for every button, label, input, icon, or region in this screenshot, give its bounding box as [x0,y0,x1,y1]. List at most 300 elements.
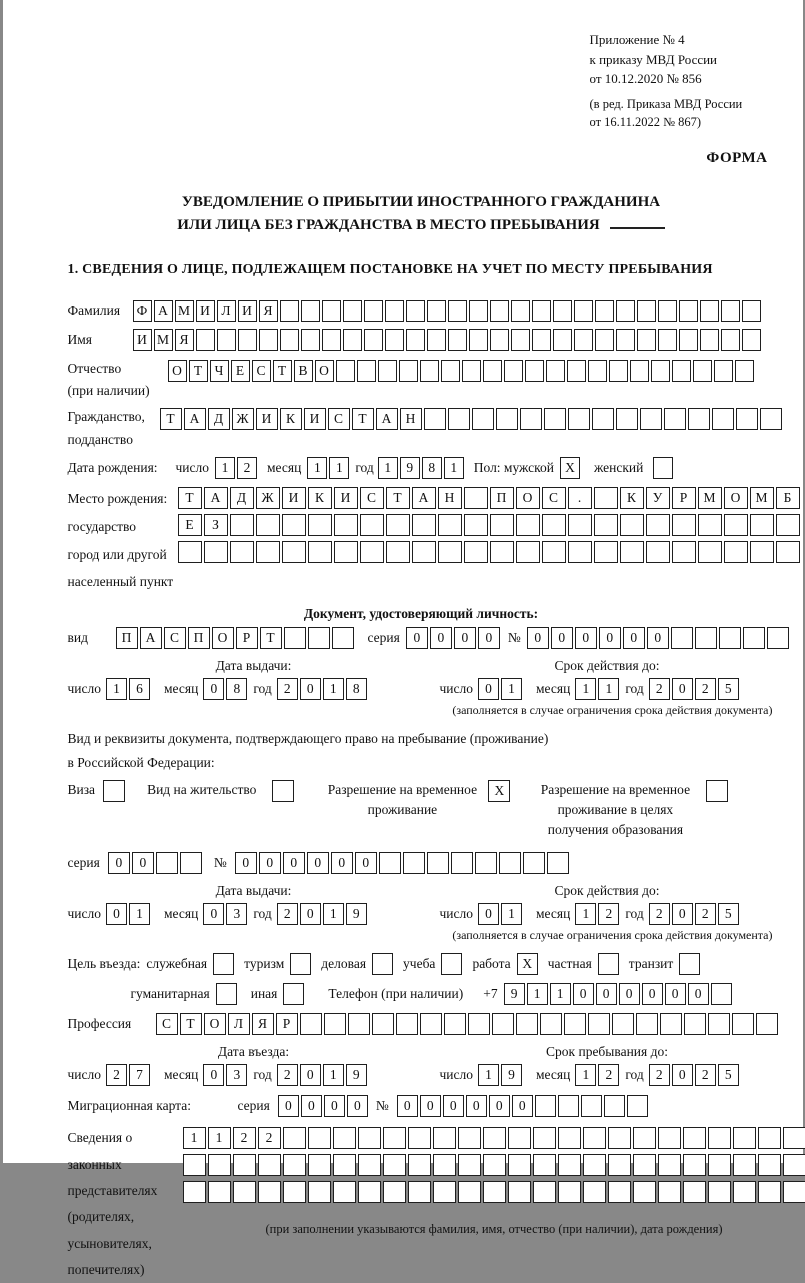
surname-cell[interactable] [616,300,635,322]
surname-cell[interactable] [595,300,614,322]
profession-cell[interactable]: С [156,1013,178,1035]
name-cell[interactable] [553,329,572,351]
profession-cell[interactable] [396,1013,418,1035]
surname-cell[interactable] [532,300,551,322]
sex-male-checkbox[interactable]: X [560,457,580,479]
mk-series-cell[interactable]: 0 [347,1095,368,1117]
birthplace-cell[interactable]: И [334,487,358,509]
birthplace-cell[interactable] [282,541,306,563]
birthplace-cell[interactable]: К [620,487,644,509]
name-cell[interactable] [490,329,509,351]
residence-permit-checkbox[interactable] [272,780,294,802]
guardians-cell[interactable] [383,1154,406,1176]
mk-number-cell[interactable]: 0 [466,1095,487,1117]
residence-number-cell[interactable] [475,852,497,874]
guardians-cell[interactable] [233,1154,256,1176]
surname-cell[interactable]: М [175,300,194,322]
surname-cell[interactable] [700,300,719,322]
doc-type-cell[interactable]: С [164,627,186,649]
patronymic-cell[interactable]: Т [189,360,208,382]
name-cell[interactable] [637,329,656,351]
doc-expiry-year-cell[interactable]: 2 [649,678,670,700]
doc-number-cell[interactable] [695,627,717,649]
doc-type-cell[interactable] [284,627,306,649]
birthplace-cell[interactable] [620,514,644,536]
entry-year-cell[interactable]: 9 [346,1064,367,1086]
name-cell[interactable] [343,329,362,351]
citizenship-cell[interactable] [448,408,470,430]
surname-cell[interactable]: Ф [133,300,152,322]
doc-type-cell[interactable]: П [116,627,138,649]
guardians-cell[interactable] [658,1154,681,1176]
name-cell[interactable] [385,329,404,351]
residence-number-cell[interactable]: 0 [259,852,281,874]
residence-issue-month-cell[interactable]: 0 [203,903,224,925]
guardians-cell[interactable]: 2 [258,1127,281,1149]
name-cell[interactable]: И [133,329,152,351]
guardians-cell[interactable] [608,1181,631,1203]
guardians-cell[interactable] [208,1181,231,1203]
birthplace-cell[interactable] [256,541,280,563]
patronymic-cell[interactable]: Ч [210,360,229,382]
mk-series-cell[interactable]: 0 [278,1095,299,1117]
residence-issue-year-cell[interactable]: 9 [346,903,367,925]
residence-number-cell[interactable] [547,852,569,874]
residence-number-cell[interactable] [403,852,425,874]
doc-type-cell[interactable]: Р [236,627,258,649]
birthplace-cell[interactable]: . [568,487,592,509]
guardians-cell[interactable] [408,1127,431,1149]
patronymic-cell[interactable] [462,360,481,382]
guardians-cell[interactable] [358,1154,381,1176]
patronymic-cell[interactable] [378,360,397,382]
doc-type-cell[interactable]: Т [260,627,282,649]
residence-number-cell[interactable]: 0 [235,852,257,874]
purpose-work-checkbox[interactable]: X [517,953,538,975]
stay-day-cell[interactable]: 9 [501,1064,522,1086]
doc-type-cell[interactable]: А [140,627,162,649]
patronymic-cell[interactable] [735,360,754,382]
surname-cell[interactable]: Я [259,300,278,322]
citizenship-cell[interactable]: И [256,408,278,430]
surname-cell[interactable] [448,300,467,322]
birthplace-cell[interactable]: З [204,514,228,536]
name-cell[interactable] [574,329,593,351]
birthplace-cell[interactable] [204,541,228,563]
name-cell[interactable] [469,329,488,351]
name-cell[interactable] [280,329,299,351]
birthplace-cell[interactable] [516,514,540,536]
surname-cell[interactable] [679,300,698,322]
birthplace-cell[interactable] [230,541,254,563]
birthplace-cell[interactable]: И [282,487,306,509]
citizenship-cell[interactable] [736,408,758,430]
birth-year-cell[interactable]: 8 [422,457,442,479]
birthplace-cell[interactable] [256,514,280,536]
birthplace-cell[interactable] [516,541,540,563]
doc-number-cell[interactable]: 0 [575,627,597,649]
doc-expiry-month-cell[interactable]: 1 [575,678,596,700]
birthplace-cell[interactable] [360,514,384,536]
birthplace-cell[interactable]: Т [178,487,202,509]
patronymic-cell[interactable] [504,360,523,382]
birthplace-cell[interactable]: Б [776,487,800,509]
birthplace-cell[interactable]: К [308,487,332,509]
citizenship-cell[interactable] [664,408,686,430]
profession-cell[interactable] [612,1013,634,1035]
mk-series-cell[interactable]: 0 [301,1095,322,1117]
guardians-cell[interactable] [683,1154,706,1176]
birthplace-cell[interactable]: Н [438,487,462,509]
patronymic-cell[interactable] [672,360,691,382]
surname-cell[interactable] [385,300,404,322]
guardians-cell[interactable] [308,1181,331,1203]
patronymic-cell[interactable] [336,360,355,382]
birthplace-cell[interactable] [334,541,358,563]
doc-expiry-year-cell[interactable]: 0 [672,678,693,700]
citizenship-cell[interactable] [712,408,734,430]
mk-number-cell[interactable]: 0 [397,1095,418,1117]
surname-cell[interactable] [637,300,656,322]
citizenship-cell[interactable] [640,408,662,430]
residence-series-cell[interactable]: 0 [108,852,130,874]
name-cell[interactable] [616,329,635,351]
citizenship-cell[interactable] [760,408,782,430]
surname-cell[interactable] [301,300,320,322]
patronymic-cell[interactable] [525,360,544,382]
guardians-cell[interactable] [258,1181,281,1203]
guardians-cell[interactable] [483,1154,506,1176]
purpose-business-checkbox[interactable] [372,953,393,975]
patronymic-cell[interactable] [399,360,418,382]
guardians-cell[interactable] [483,1181,506,1203]
name-cell[interactable] [427,329,446,351]
guardians-cell[interactable] [433,1154,456,1176]
phone-cell[interactable]: 1 [550,983,571,1005]
surname-cell[interactable]: И [196,300,215,322]
surname-cell[interactable] [511,300,530,322]
profession-cell[interactable] [420,1013,442,1035]
residence-issue-year-cell[interactable]: 0 [300,903,321,925]
guardians-cell[interactable] [783,1181,805,1203]
birthplace-cell[interactable] [568,514,592,536]
residence-number-cell[interactable]: 0 [331,852,353,874]
entry-day-cell[interactable]: 2 [106,1064,127,1086]
patronymic-cell[interactable]: О [315,360,334,382]
residence-expiry-month-cell[interactable]: 1 [575,903,596,925]
birthplace-cell[interactable] [542,514,566,536]
birthplace-cell[interactable] [464,541,488,563]
stay-year-cell[interactable]: 0 [672,1064,693,1086]
name-cell[interactable] [301,329,320,351]
profession-cell[interactable] [756,1013,778,1035]
citizenship-cell[interactable]: Ж [232,408,254,430]
name-cell[interactable] [196,329,215,351]
citizenship-cell[interactable] [544,408,566,430]
guardians-cell[interactable] [783,1154,805,1176]
birth-year-cell[interactable]: 9 [400,457,420,479]
birthplace-cell[interactable] [750,514,774,536]
birthplace-cell[interactable]: А [412,487,436,509]
guardians-cell[interactable] [333,1154,356,1176]
guardians-cell[interactable] [508,1181,531,1203]
guardians-cell[interactable] [733,1181,756,1203]
birthplace-cell[interactable] [490,514,514,536]
citizenship-cell[interactable] [592,408,614,430]
name-cell[interactable] [679,329,698,351]
surname-cell[interactable] [469,300,488,322]
doc-expiry-month-cell[interactable]: 1 [598,678,619,700]
purpose-other-checkbox[interactable] [283,983,304,1005]
guardians-cell[interactable] [508,1127,531,1149]
mk-number-cell[interactable]: 0 [489,1095,510,1117]
guardians-cell[interactable] [733,1127,756,1149]
stay-month-cell[interactable]: 1 [575,1064,596,1086]
guardians-cell[interactable] [533,1154,556,1176]
guardians-cell[interactable] [433,1181,456,1203]
patronymic-cell[interactable] [714,360,733,382]
guardians-cell[interactable] [783,1127,805,1149]
doc-number-cell[interactable]: 0 [623,627,645,649]
guardians-cell[interactable] [258,1154,281,1176]
purpose-transit-checkbox[interactable] [679,953,700,975]
mk-number-cell[interactable] [535,1095,556,1117]
guardians-cell[interactable] [608,1127,631,1149]
surname-cell[interactable] [574,300,593,322]
birthplace-cell[interactable] [724,514,748,536]
birth-day-cell[interactable]: 2 [237,457,257,479]
profession-cell[interactable] [636,1013,658,1035]
doc-expiry-year-cell[interactable]: 2 [695,678,716,700]
guardians-cell[interactable] [633,1181,656,1203]
birthplace-cell[interactable] [464,514,488,536]
guardians-cell[interactable] [583,1154,606,1176]
surname-cell[interactable] [280,300,299,322]
phone-cell[interactable]: 0 [573,983,594,1005]
birthplace-cell[interactable] [568,541,592,563]
doc-issue-month-cell[interactable]: 8 [226,678,247,700]
birth-month-cell[interactable]: 1 [307,457,327,479]
profession-cell[interactable] [444,1013,466,1035]
doc-issue-year-cell[interactable]: 8 [346,678,367,700]
phone-cell[interactable]: 0 [642,983,663,1005]
profession-cell[interactable]: Т [180,1013,202,1035]
doc-number-cell[interactable]: 0 [647,627,669,649]
guardians-cell[interactable] [658,1127,681,1149]
surname-cell[interactable]: А [154,300,173,322]
purpose-official-checkbox[interactable] [213,953,234,975]
guardians-cell[interactable] [533,1127,556,1149]
entry-year-cell[interactable]: 2 [277,1064,298,1086]
surname-cell[interactable]: И [238,300,257,322]
patronymic-cell[interactable] [630,360,649,382]
guardians-cell[interactable] [583,1181,606,1203]
birthplace-cell[interactable]: А [204,487,228,509]
mk-number-cell[interactable] [581,1095,602,1117]
residence-issue-year-cell[interactable]: 2 [277,903,298,925]
name-cell[interactable] [238,329,257,351]
doc-type-cell[interactable]: О [212,627,234,649]
residence-issue-day-cell[interactable]: 0 [106,903,127,925]
name-cell[interactable] [700,329,719,351]
birthplace-cell[interactable] [490,541,514,563]
guardians-cell[interactable] [458,1154,481,1176]
name-cell[interactable]: М [154,329,173,351]
guardians-cell[interactable] [433,1127,456,1149]
guardians-cell[interactable] [458,1127,481,1149]
patronymic-cell[interactable]: Т [273,360,292,382]
guardians-cell[interactable] [483,1127,506,1149]
profession-cell[interactable] [516,1013,538,1035]
stay-year-cell[interactable]: 2 [649,1064,670,1086]
birthplace-cell[interactable]: О [724,487,748,509]
birthplace-cell[interactable] [594,514,618,536]
surname-cell[interactable] [721,300,740,322]
guardians-cell[interactable] [708,1154,731,1176]
birthplace-cell[interactable] [672,514,696,536]
citizenship-cell[interactable]: А [376,408,398,430]
patronymic-cell[interactable] [483,360,502,382]
guardians-cell[interactable] [758,1154,781,1176]
phone-cell[interactable] [711,983,732,1005]
purpose-tourism-checkbox[interactable] [290,953,311,975]
profession-cell[interactable] [324,1013,346,1035]
birthplace-cell[interactable]: Е [178,514,202,536]
mk-series-cell[interactable]: 0 [324,1095,345,1117]
birthplace-cell[interactable] [542,541,566,563]
patronymic-cell[interactable]: О [168,360,187,382]
birthplace-cell[interactable] [282,514,306,536]
entry-day-cell[interactable]: 7 [129,1064,150,1086]
residence-number-cell[interactable]: 0 [355,852,377,874]
surname-cell[interactable] [553,300,572,322]
birthplace-cell[interactable] [776,541,800,563]
phone-cell[interactable]: 0 [688,983,709,1005]
birthplace-cell[interactable] [594,541,618,563]
birthplace-cell[interactable]: С [542,487,566,509]
guardians-cell[interactable] [708,1181,731,1203]
guardians-cell[interactable] [408,1181,431,1203]
profession-cell[interactable]: Р [276,1013,298,1035]
guardians-cell[interactable] [208,1154,231,1176]
residence-expiry-year-cell[interactable]: 0 [672,903,693,925]
residence-expiry-year-cell[interactable]: 5 [718,903,739,925]
surname-cell[interactable] [364,300,383,322]
guardians-cell[interactable] [633,1154,656,1176]
patronymic-cell[interactable] [357,360,376,382]
patronymic-cell[interactable]: Е [231,360,250,382]
visa-checkbox[interactable] [103,780,125,802]
doc-number-cell[interactable] [743,627,765,649]
doc-series-cell[interactable]: 0 [454,627,476,649]
doc-expiry-year-cell[interactable]: 5 [718,678,739,700]
residence-number-cell[interactable]: 0 [307,852,329,874]
birthplace-cell[interactable]: М [698,487,722,509]
name-cell[interactable] [259,329,278,351]
mk-number-cell[interactable] [558,1095,579,1117]
guardians-cell[interactable] [333,1181,356,1203]
mk-number-cell[interactable]: 0 [443,1095,464,1117]
profession-cell[interactable]: Я [252,1013,274,1035]
residence-expiry-month-cell[interactable]: 2 [598,903,619,925]
entry-year-cell[interactable]: 0 [300,1064,321,1086]
residence-number-cell[interactable] [451,852,473,874]
birthplace-cell[interactable]: М [750,487,774,509]
patronymic-cell[interactable] [651,360,670,382]
guardians-cell[interactable] [283,1154,306,1176]
citizenship-cell[interactable]: А [184,408,206,430]
citizenship-cell[interactable] [568,408,590,430]
doc-issue-month-cell[interactable]: 0 [203,678,224,700]
birthplace-cell[interactable]: О [516,487,540,509]
residence-expiry-year-cell[interactable]: 2 [695,903,716,925]
birthplace-cell[interactable] [230,514,254,536]
residence-issue-day-cell[interactable]: 1 [129,903,150,925]
temp-residence-edu-checkbox[interactable] [706,780,728,802]
guardians-cell[interactable] [758,1181,781,1203]
birthplace-cell[interactable] [646,514,670,536]
name-cell[interactable] [658,329,677,351]
mk-number-cell[interactable]: 0 [420,1095,441,1117]
birthplace-cell[interactable] [334,514,358,536]
birthplace-cell[interactable] [360,541,384,563]
citizenship-cell[interactable]: Н [400,408,422,430]
name-cell[interactable] [406,329,425,351]
guardians-cell[interactable] [708,1127,731,1149]
guardians-cell[interactable] [383,1127,406,1149]
birthplace-cell[interactable] [308,541,332,563]
residence-expiry-day-cell[interactable]: 0 [478,903,499,925]
citizenship-cell[interactable] [472,408,494,430]
stay-year-cell[interactable]: 5 [718,1064,739,1086]
birthplace-cell[interactable]: С [360,487,384,509]
doc-expiry-day-cell[interactable]: 1 [501,678,522,700]
birthplace-cell[interactable]: П [490,487,514,509]
profession-cell[interactable] [708,1013,730,1035]
citizenship-cell[interactable] [496,408,518,430]
citizenship-cell[interactable] [616,408,638,430]
residence-issue-year-cell[interactable]: 1 [323,903,344,925]
surname-cell[interactable] [742,300,761,322]
mk-number-cell[interactable]: 0 [512,1095,533,1117]
guardians-cell[interactable] [308,1127,331,1149]
entry-month-cell[interactable]: 0 [203,1064,224,1086]
name-cell[interactable] [742,329,761,351]
guardians-cell[interactable] [408,1154,431,1176]
residence-number-cell[interactable]: 0 [283,852,305,874]
profession-cell[interactable] [540,1013,562,1035]
doc-type-cell[interactable] [308,627,330,649]
stay-year-cell[interactable]: 2 [695,1064,716,1086]
profession-cell[interactable] [300,1013,322,1035]
birth-day-cell[interactable]: 1 [215,457,235,479]
birthplace-cell[interactable] [438,514,462,536]
birthplace-cell[interactable]: Д [230,487,254,509]
guardians-cell[interactable] [658,1181,681,1203]
birthplace-cell[interactable] [620,541,644,563]
purpose-humanitarian-checkbox[interactable] [216,983,237,1005]
guardians-cell[interactable]: 1 [208,1127,231,1149]
entry-month-cell[interactable]: 3 [226,1064,247,1086]
doc-number-cell[interactable] [767,627,789,649]
profession-cell[interactable] [684,1013,706,1035]
birthplace-cell[interactable] [412,514,436,536]
patronymic-cell[interactable] [609,360,628,382]
guardians-cell[interactable] [308,1154,331,1176]
residence-series-cell[interactable] [156,852,178,874]
doc-issue-day-cell[interactable]: 6 [129,678,150,700]
guardians-cell[interactable]: 1 [183,1127,206,1149]
